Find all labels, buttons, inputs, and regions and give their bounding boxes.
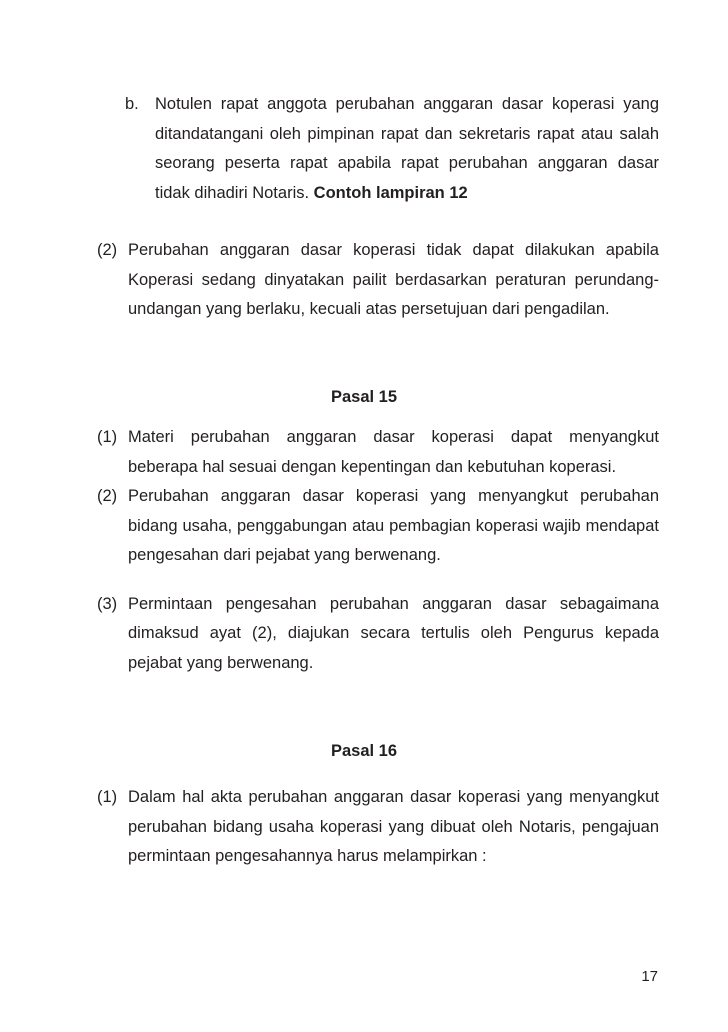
pasal15-items	[97, 423, 659, 678]
list-text: Perubahan anggaran dasar koperasi tidak dapat dilakukan apabila Koperasi sedang dinyatakan pailit berdasarkan peraturan perundang-undangan yang berlaku, kecuali atas persetujuan dari pengadilan.	[128, 241, 659, 318]
list-label: (2)	[97, 241, 118, 259]
list-text: Permintaan pengesahan perubahan anggaran dasar sebagaimana dimaksud ayat (2), diajukan secara tertulis oleh Pengurus kepada pejabat yang berwenang.	[128, 594, 659, 672]
list-label: (1)	[97, 428, 118, 446]
list-item	[97, 236, 659, 325]
list-label: (3)	[97, 594, 118, 613]
list-item	[97, 482, 659, 571]
list-label: b.	[125, 95, 139, 113]
list-item	[97, 590, 659, 679]
item-b-block	[97, 90, 659, 208]
list-text: Notulen rapat anggota perubahan anggaran dasar koperasi yang ditandatangani oleh pimpinan rapat dan sekretaris rapat atau salah seorang peserta rapat apabila rapat perubahan anggaran dasar tidak dihadiri Notaris. Contoh lampiran 12	[155, 95, 659, 202]
list-label: (1)	[97, 788, 118, 806]
page-number: 17	[641, 968, 658, 985]
list-item	[97, 783, 659, 872]
pasal16-heading: Pasal 16	[330, 742, 398, 760]
list-label: (2)	[97, 487, 118, 505]
pasal14-ayat2-block	[97, 236, 659, 325]
list-item	[97, 423, 659, 482]
list-text: Dalam hal akta perubahan anggaran dasar koperasi yang menyangkut perubahan bidang usaha koperasi yang dibuat oleh Notaris, pengajuan permintaan pengesahannya harus melampirkan :	[128, 788, 659, 865]
pasal16-items	[97, 783, 659, 872]
list-text: Materi perubahan anggaran dasar koperasi dapat menyangkut beberapa hal sesuai dengan kepentingan dan kebutuhan koperasi.	[128, 428, 659, 476]
list-text: Perubahan anggaran dasar koperasi yang menyangkut perubahan bidang usaha, penggabungan atau pembagian koperasi wajib mendapat pengesahan dari pejabat yang berwenang.	[128, 487, 659, 564]
pasal15-heading: Pasal 15	[330, 388, 398, 406]
bold-note: Contoh lampiran 12	[313, 183, 468, 202]
list-item-b	[125, 90, 659, 208]
